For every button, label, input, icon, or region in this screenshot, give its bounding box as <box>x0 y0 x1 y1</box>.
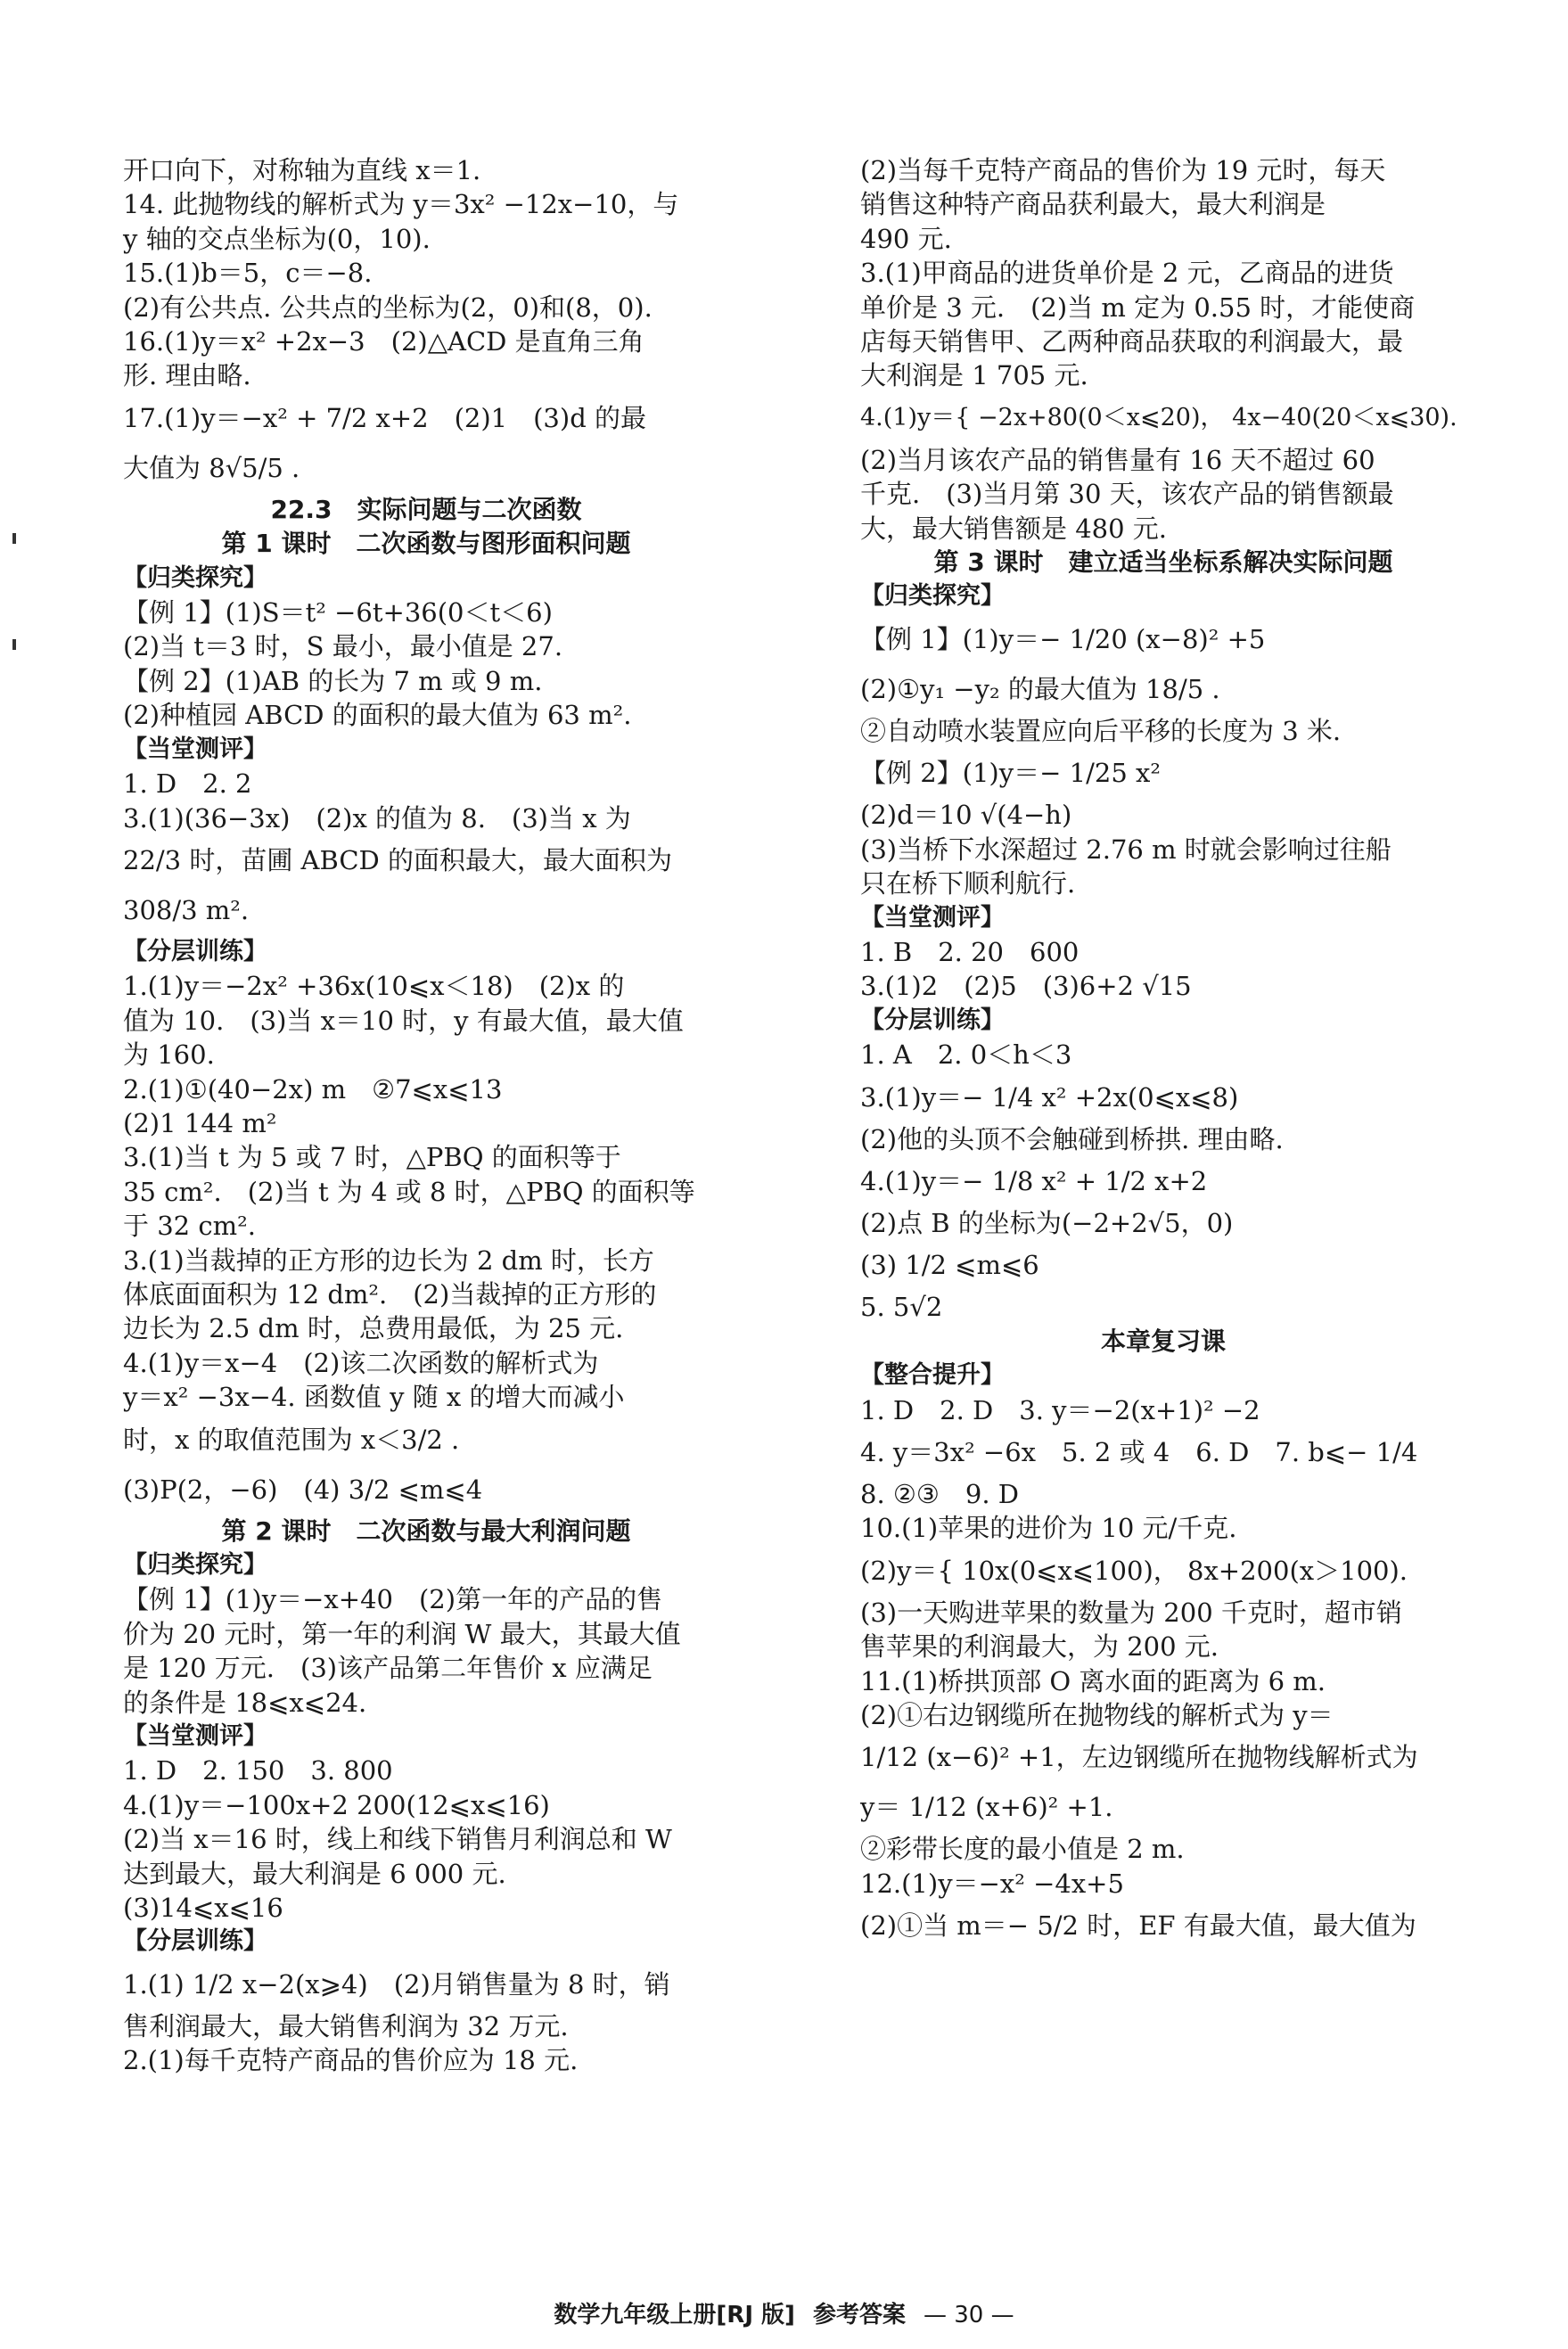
answer-line: (2)①右边钢缆所在抛物线的解析式为 y＝ <box>860 1700 1334 1730</box>
category-heading: 【归类探究】 <box>123 563 267 592</box>
answer-line: 为 160. <box>123 1039 215 1071</box>
answer-line: 4.(1)y＝{ −2x+80(0＜x⩽20)， 4x−40(20＜x⩽30). <box>860 403 1457 431</box>
answer-line: 达到最大，最大利润是 6 000 元. <box>123 1858 506 1889</box>
answer-line: 308/3 m². <box>123 894 250 925</box>
answer-line: (2)点 B 的坐标为(−2+2√5，0) <box>860 1207 1234 1238</box>
answer-line: 是 120 万元. (3)该产品第二年售价 x 应满足 <box>123 1653 653 1684</box>
answer-line: 【例 1】(1)y＝−x+40 (2)第一年的产品的售 <box>123 1584 663 1615</box>
category-heading: 【分层训练】 <box>123 1927 267 1956</box>
answer-line: 时，x 的取值范围为 x＜3/2 . <box>123 1424 460 1455</box>
category-heading: 【分层训练】 <box>123 937 267 965</box>
footer-book-title: 数学九年级上册[RJ 版] <box>554 2302 795 2328</box>
answer-line: 于 32 cm². <box>123 1211 256 1242</box>
answer-line: (3) 1/2 ⩽m⩽6 <box>860 1250 1039 1281</box>
answer-line: y＝ 1/12 (x+6)² +1. <box>860 1792 1113 1823</box>
category-heading: 【归类探究】 <box>123 1551 267 1579</box>
answer-line: 2.(1)每千克特产商品的售价应为 18 元. <box>123 2045 579 2076</box>
answer-line: (3)当桥下水深超过 2.76 m 时就会影响过往船 <box>860 834 1391 865</box>
answer-line: (2)y＝{ 10x(0⩽x⩽100)， 8x+200(x＞100). <box>860 1555 1408 1586</box>
answer-line: 大，最大销售额是 480 元. <box>860 513 1168 544</box>
answer-line: 15.(1)b＝5，c＝−8. <box>123 258 373 289</box>
answer-line: 3.(1)当裁掉的正方形的边长为 2 dm 时，长方 <box>123 1244 654 1276</box>
category-heading: 【当堂测评】 <box>123 1722 267 1751</box>
answer-line: 1.(1)y＝−2x² +36x(10⩽x＜18) (2)x 的 <box>123 971 625 1002</box>
answer-line: 1. D 2. 2 <box>123 768 252 800</box>
answer-line: 的条件是 18⩽x⩽24. <box>123 1687 367 1718</box>
answer-line: (3)P(2，−6) (4) 3/2 ⩽m⩽4 <box>123 1474 483 1505</box>
answer-line: (2)当月该农产品的销售量有 16 天不超过 60 <box>860 444 1375 475</box>
right-column <box>860 153 1466 1951</box>
answer-line: 8. ②③ 9. D <box>860 1478 1020 1509</box>
answer-line: 店每天销售甲、乙两种商品获取的利润最大，最 <box>860 326 1404 357</box>
answer-line: 体底面面积为 12 dm². (2)当裁掉的正方形的 <box>123 1278 657 1310</box>
category-heading: 【当堂测评】 <box>860 903 1005 932</box>
page-number: — 30 — <box>923 2302 1014 2328</box>
section-title: 第 3 课时 建立适当坐标系解决实际问题 <box>933 547 1393 578</box>
answer-line: 1/12 (x−6)² +1，左边钢缆所在抛物线解析式为 <box>860 1742 1418 1773</box>
answer-line: (2)他的头顶不会触碰到桥拱. 理由略. <box>860 1123 1284 1154</box>
answer-line: (3)14⩽x⩽16 <box>123 1893 283 1924</box>
category-heading: 【归类探究】 <box>860 582 1005 611</box>
answer-line: (2)d＝10 √(4−h) <box>860 800 1072 831</box>
margin-mark <box>12 639 16 650</box>
answer-line: 1. D 2. 150 3. 800 <box>123 1755 393 1786</box>
answer-line: 销售这种特产商品获利最大，最大利润是 <box>860 189 1326 220</box>
answer-line: 2.(1)①(40−2x) m ②7⩽x⩽13 <box>123 1073 503 1105</box>
answer-line: (3)一天购进苹果的数量为 200 千克时，超市销 <box>860 1597 1402 1628</box>
answer-line: 16.(1)y＝x² +2x−3 (2)△ACD 是直角三角 <box>123 326 644 357</box>
answer-line: 边长为 2.5 dm 时，总费用最低，为 25 元. <box>123 1313 624 1344</box>
category-heading: 【当堂测评】 <box>123 735 267 763</box>
answer-line: 开口向下，对称轴为直线 x＝1. <box>123 155 481 185</box>
answer-line: 售利润最大，最大销售利润为 32 万元. <box>123 2010 569 2041</box>
answer-line: 14. 此抛物线的解析式为 y＝3x² −12x−10，与 <box>123 189 679 220</box>
answer-line: ②自动喷水装置应向后平移的长度为 3 米. <box>860 715 1342 746</box>
answer-line: 3.(1)y＝− 1/4 x² +2x(0⩽x⩽8) <box>860 1081 1239 1113</box>
left-column <box>123 153 729 2078</box>
answer-line: 1. D 2. D 3. y＝−2(x+1)² −2 <box>860 1394 1260 1425</box>
answer-line: 只在桥下顺利航行. <box>860 868 1076 899</box>
margin-mark <box>12 533 16 544</box>
answer-line: 12.(1)y＝−x² −4x+5 <box>860 1868 1124 1899</box>
answer-line: 【例 1】(1)y＝− 1/20 (x−8)² +5 <box>860 623 1266 654</box>
answer-line: 4. y＝3x² −6x 5. 2 或 4 6. D 7. b⩽− 1/4 <box>860 1436 1418 1467</box>
answer-line: 大利润是 1 705 元. <box>860 360 1088 391</box>
answer-line: 价为 20 元时，第一年的利润 W 最大，其最大值 <box>123 1618 681 1649</box>
answer-line: 4.(1)y＝x−4 (2)该二次函数的解析式为 <box>123 1347 599 1378</box>
section-title: 本章复习课 <box>1100 1326 1226 1356</box>
answer-line: 千克. (3)当月第 30 天，该农产品的销售额最 <box>860 479 1394 510</box>
answer-line: 形. 理由略. <box>123 360 251 391</box>
answer-line: (2)当每千克特产商品的售价为 19 元时，每天 <box>860 155 1386 185</box>
answer-line: ②彩带长度的最小值是 2 m. <box>860 1834 1185 1865</box>
answer-line: 4.(1)y＝− 1/8 x² + 1/2 x+2 <box>860 1165 1208 1196</box>
answer-line: (2)有公共点. 公共点的坐标为(2，0)和(8，0). <box>123 292 653 323</box>
answer-line: 【例 2】(1)y＝− 1/25 x² <box>860 758 1161 789</box>
answer-line: (2)1 144 m² <box>123 1107 277 1138</box>
answer-line: 17.(1)y＝−x² + 7/2 x+2 (2)1 (3)d 的最 <box>123 402 646 433</box>
answer-line: 【例 1】(1)S＝t² −6t+36(0＜t＜6) <box>123 597 553 628</box>
answer-line: 3.(1)2 (2)5 (3)6+2 √15 <box>860 971 1192 1002</box>
answer-line: (2)当 t＝3 时，S 最小，最小值是 27. <box>123 631 563 662</box>
answer-line: (2)①当 m＝− 5/2 时，EF 有最大值，最大值为 <box>860 1910 1416 1942</box>
answer-line: 10.(1)苹果的进价为 10 元/千克. <box>860 1513 1237 1544</box>
page-footer <box>0 2296 1568 2329</box>
answer-line: 大值为 8√5/5 . <box>123 452 300 483</box>
section-title: 第 2 课时 二次函数与最大利润问题 <box>221 1515 631 1546</box>
answer-line: 11.(1)桥拱顶部 O 离水面的距离为 6 m. <box>860 1665 1326 1696</box>
answer-line: 1. B 2. 20 600 <box>860 936 1080 967</box>
answer-line: 490 元. <box>860 223 952 254</box>
answer-line: (2)①y₁ −y₂ 的最大值为 18/5 . <box>860 673 1220 704</box>
answer-line: 4.(1)y＝−100x+2 200(12⩽x⩽16) <box>123 1789 550 1820</box>
answer-line: 5. 5√2 <box>860 1292 943 1323</box>
answer-line: 售苹果的利润最大，为 200 元. <box>860 1631 1219 1663</box>
answer-line: 35 cm². (2)当 t 为 4 或 8 时，△PBQ 的面积等 <box>123 1176 695 1207</box>
answer-line: (2)当 x＝16 时，线上和线下销售月利润总和 W <box>123 1824 672 1855</box>
answer-line: 3.(1)当 t 为 5 或 7 时，△PBQ 的面积等于 <box>123 1142 621 1173</box>
answer-line: 1.(1) 1/2 x−2(x⩾4) (2)月销售量为 8 时，销 <box>123 1968 670 2000</box>
answer-line: 3.(1)甲商品的进货单价是 2 元，乙商品的进货 <box>860 258 1394 289</box>
answer-line: 单价是 3 元. (2)当 m 定为 0.55 时，才能使商 <box>860 292 1416 323</box>
answer-line: 22/3 时，苗圃 ABCD 的面积最大，最大面积为 <box>123 844 673 875</box>
answer-line: y＝x² −3x−4. 函数值 y 随 x 的增大而减小 <box>123 1382 625 1413</box>
footer-section: 参考答案 <box>812 2302 906 2328</box>
section-title: 22.3 实际问题与二次函数 <box>270 494 582 524</box>
answer-line: 值为 10. (3)当 x＝10 时，y 有最大值，最大值 <box>123 1005 684 1036</box>
answer-line: 1. A 2. 0＜h＜3 <box>860 1039 1072 1071</box>
answer-line: (2)种植园 ABCD 的面积的最大值为 63 m². <box>123 700 632 731</box>
answer-line: y 轴的交点坐标为(0，10). <box>123 223 431 254</box>
answer-line: 【例 2】(1)AB 的长为 7 m 或 9 m. <box>123 665 543 696</box>
answer-line: 3.(1)(36−3x) (2)x 的值为 8. (3)当 x 为 <box>123 802 631 834</box>
category-heading: 【分层训练】 <box>860 1006 1005 1034</box>
category-heading: 【整合提升】 <box>860 1361 1005 1390</box>
section-title: 第 1 课时 二次函数与图形面积问题 <box>221 529 631 559</box>
